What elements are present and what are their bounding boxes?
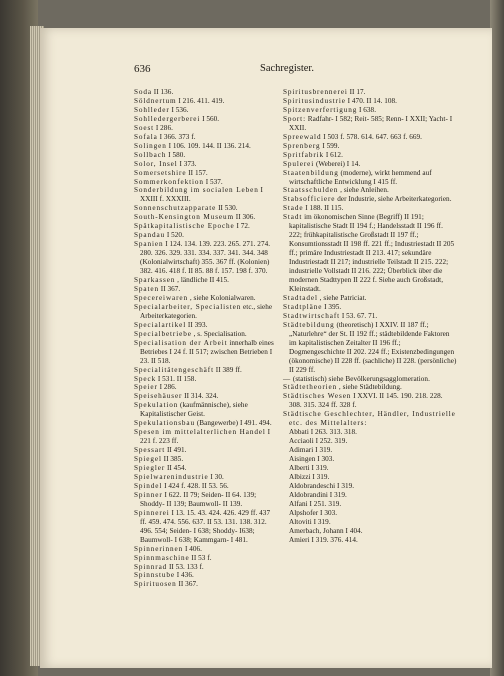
index-references: II 157. bbox=[188, 168, 208, 177]
index-term: Städtisches Wesen bbox=[283, 392, 352, 401]
index-references: I 72. bbox=[236, 222, 250, 231]
index-term: Spulerei bbox=[283, 159, 315, 168]
index-references: I 373. bbox=[179, 159, 197, 168]
index-term: Spekulationsbau bbox=[134, 419, 196, 428]
index-entry bbox=[134, 383, 274, 392]
index-references: II 17. bbox=[349, 88, 366, 96]
index-term: Staatsschulden bbox=[283, 186, 339, 195]
index-term: Stadtwirtschaft bbox=[283, 311, 341, 320]
index-term: Sprenberg bbox=[283, 141, 321, 150]
index-entry bbox=[134, 392, 274, 401]
index-term: Specereiwaren bbox=[134, 293, 189, 302]
index-entry bbox=[134, 491, 274, 509]
index-references: I 188. II 115. bbox=[305, 204, 344, 213]
index-entry bbox=[283, 482, 457, 491]
index-term: Spiritusbrennerei bbox=[283, 88, 348, 96]
index-entry bbox=[283, 88, 457, 97]
index-references: I 599. bbox=[322, 141, 340, 150]
index-references: , siehe Patriciat. bbox=[319, 293, 367, 302]
index-references: Albizzi I 319. bbox=[289, 472, 330, 481]
index-references: Aldobrandeschi I 319. bbox=[289, 481, 355, 490]
running-title: Sachregister. bbox=[260, 63, 314, 74]
index-entry bbox=[134, 482, 274, 491]
index-references: I 436. bbox=[176, 571, 194, 580]
index-entry bbox=[134, 580, 274, 589]
index-entry bbox=[134, 473, 274, 482]
index-references: Acciaoli I 252. 319. bbox=[289, 437, 348, 446]
index-references: Radfahr- I 582; Reit- 585; Renn- I XXII; Yacht- I XXII. bbox=[289, 114, 453, 132]
index-term: Sohlledergerberei bbox=[134, 114, 201, 123]
index-entry bbox=[283, 160, 457, 169]
index-references: Amerbach, Johann I 404. bbox=[289, 526, 363, 535]
index-references: I 612. bbox=[325, 150, 343, 159]
index-references: I 638. bbox=[358, 105, 377, 114]
index-references: I 216. 411. 419. bbox=[178, 96, 225, 105]
index-references: , ländliche II 415. bbox=[177, 276, 229, 285]
index-references: I 622. II 79; Seiden- II 64. 139; Shoddy- II 139; Baumwoll- II 139. bbox=[140, 490, 257, 508]
index-references: II 530. bbox=[218, 204, 238, 213]
index-entry bbox=[283, 375, 457, 384]
index-references: Alberti I 319. bbox=[289, 464, 329, 473]
index-entry bbox=[283, 204, 457, 213]
index-term: Sommerkonfektion bbox=[134, 177, 204, 186]
index-references: , siehe Städtebildung. bbox=[338, 383, 402, 392]
index-entry bbox=[134, 509, 274, 545]
index-entry bbox=[134, 401, 274, 419]
index-term: Spiritusindustrie bbox=[283, 96, 346, 105]
index-references: II 367. bbox=[160, 284, 181, 293]
index-references: (theoretisch) I XXIV. II 187 ff.; „Naturlehre“ der St. II 192 ff.; städtebildende Faktoren im kapitalistischen Zeitalter II 196 ff.; Dogmengeschichte II 202. 224 ff.; Existenzbedingungen (ökonomische) II 228 ff. (sachliche) II 228. (persönliche) II 229 ff. bbox=[289, 320, 457, 374]
index-references: I 13. 15. 43. 424. 426. 429 ff. 437 ff. 459. 474. 556. 637. II 53. 131. 138. 312. 496. 554; Seiden- I 638; Shoddy- I638; Baumwoll- I 638; Kammgarn- I 481. bbox=[140, 508, 271, 544]
index-entry bbox=[283, 169, 457, 187]
index-entry bbox=[134, 222, 274, 231]
index-term: Städtische Geschlechter, Händler, Industrielle etc. des Mittelalters: bbox=[283, 410, 456, 428]
index-entry bbox=[283, 500, 457, 509]
index-term: Sollbach bbox=[134, 150, 167, 159]
index-entry bbox=[283, 383, 457, 392]
index-references: Alpshofer I 303. bbox=[289, 508, 338, 517]
index-term: Soest bbox=[134, 123, 155, 132]
index-references: I 531. II 158. bbox=[157, 374, 197, 383]
index-entry bbox=[283, 518, 457, 527]
index-entry bbox=[134, 285, 274, 294]
index-entry bbox=[134, 446, 274, 455]
index-column-right bbox=[283, 88, 457, 545]
index-term: Sparkassen bbox=[134, 276, 176, 285]
index-entry bbox=[134, 303, 274, 321]
index-term: Somersetshire bbox=[134, 168, 187, 177]
index-references: (statistisch) siehe Bevölkerungsagglomeration. bbox=[292, 374, 430, 383]
index-references: I 286. bbox=[159, 383, 177, 392]
index-term: Specialitätengeschäft bbox=[134, 365, 214, 374]
index-entry bbox=[283, 186, 457, 195]
index-references: Alfani I 251. 319. bbox=[289, 499, 342, 508]
index-term: Spanien bbox=[134, 240, 164, 249]
index-references: I 560. bbox=[202, 114, 220, 123]
index-references: etc., siehe Arbeiterkategorien. bbox=[140, 302, 273, 320]
index-references: (moderne), wirkt hemmend auf wirtschaftliche Entwicklung I 415 ff. bbox=[289, 168, 432, 186]
index-term: Sofala bbox=[134, 132, 158, 141]
index-term: Speier bbox=[134, 383, 158, 392]
index-entry bbox=[283, 428, 457, 437]
index-references: im ökonomischen Sinne (Begriff) II 191; kapitalistische Stadt II 194 f.; Handelsstadt II 196 ff. 222; frühkapitalistische Großstadt II 197 ff.; Konsumtionsstadt II 198 ff. 221 ff.; Industriestadt II 205 ff.; primäre Industriestadt II 213. 417; sekundäre Industriestadt II 217; industrielle Teilstadt II 215. 222; industrielle Vollstadt II 216. 222; Überblick über die modernen Stadttypen II 222 f. Siehe auch Großstadt, Kleinstadt. bbox=[289, 213, 455, 293]
index-term: — bbox=[283, 374, 292, 383]
index-entry bbox=[134, 178, 274, 187]
index-entry bbox=[283, 321, 457, 375]
index-references: der Industrie, siehe Arbeiterkategorien. bbox=[337, 195, 452, 204]
index-entry bbox=[134, 428, 274, 446]
index-entry bbox=[283, 446, 457, 455]
index-entry bbox=[134, 88, 274, 97]
index-references: I 53. 67. 71. bbox=[341, 311, 378, 320]
page-header bbox=[134, 63, 452, 77]
index-term: Spinnmaschine bbox=[134, 553, 190, 562]
index-references: Amieri I 319. 376. 414. bbox=[289, 535, 358, 544]
index-term: Spesen im mittelalterlichen Handel bbox=[134, 428, 266, 437]
index-references: , s. Specialisation. bbox=[193, 329, 247, 338]
index-entry bbox=[134, 169, 274, 178]
index-term: South-Kensington Museum bbox=[134, 213, 234, 222]
index-term: Städtebildung bbox=[283, 320, 335, 329]
index-entry bbox=[134, 339, 274, 366]
index-references: II 385. bbox=[163, 455, 184, 464]
index-term: Specialartikel bbox=[134, 320, 187, 329]
index-entry bbox=[283, 133, 457, 142]
index-entry bbox=[134, 330, 274, 339]
index-entry bbox=[283, 464, 457, 473]
index-entry bbox=[134, 419, 274, 428]
index-term: Solingen bbox=[134, 141, 167, 150]
index-references: (Weberei) I 14. bbox=[315, 159, 361, 168]
index-entry bbox=[134, 545, 274, 554]
index-entry bbox=[134, 455, 274, 464]
index-term: Spinnerinnen bbox=[134, 544, 184, 553]
index-term: Spielwarenindustrie bbox=[134, 472, 209, 481]
index-term: Söldnertum bbox=[134, 96, 177, 105]
index-references: I XXVI. II 145. 190. 218. 228. 308. 315. 324 ff. 328 f. bbox=[289, 392, 443, 410]
index-entry bbox=[134, 554, 274, 563]
index-term: Spiegler bbox=[134, 464, 166, 473]
index-references: (kaufmännische), siehe Kapitalistischer Geist. bbox=[140, 401, 248, 419]
index-term: Sport: bbox=[283, 114, 306, 123]
index-term: Stadt bbox=[283, 213, 303, 222]
index-term: Sohlleder bbox=[134, 105, 170, 114]
index-entry bbox=[134, 204, 274, 213]
index-entry bbox=[283, 195, 457, 204]
index-entry bbox=[134, 294, 274, 303]
index-entry bbox=[134, 375, 274, 384]
index-entry bbox=[134, 97, 274, 106]
index-references: II 136. bbox=[153, 88, 174, 96]
index-term: Städtetheorien bbox=[283, 383, 338, 392]
index-references: , siehe Anleihen. bbox=[340, 186, 389, 195]
index-references: Aisingen I 303. bbox=[289, 455, 335, 464]
index-term: Spaten bbox=[134, 284, 159, 293]
index-references: II 491. bbox=[166, 446, 187, 455]
index-entry bbox=[134, 464, 274, 473]
index-references: I 424 f. 428. II 53. 56. bbox=[164, 481, 229, 490]
index-entry bbox=[283, 312, 457, 321]
index-references: I 366. 373 f. bbox=[159, 132, 196, 141]
index-entry bbox=[283, 142, 457, 151]
index-references: I 124. 134. 139. 223. 265. 271. 274. 280. 326. 329. 331. 334. 337. 341. 344. 348 (Kolonialwirtschaft) 355. 367 ff. (Kolonien) 382. 416. 418 f. II 85. 88 f. 157. 198 f. 370. bbox=[140, 240, 271, 276]
index-term: Specialisation der Arbeit bbox=[134, 338, 228, 347]
index-references: innerhalb eines Betriebes I 24 f. II 517; zwischen Betrieben I 23. II 518. bbox=[140, 338, 274, 365]
index-entry bbox=[283, 410, 457, 428]
index-entry bbox=[134, 124, 274, 133]
index-references: II 389 ff. bbox=[215, 365, 242, 374]
index-term: Spinnrad bbox=[134, 562, 168, 571]
index-entry bbox=[283, 437, 457, 446]
index-references: , siehe Kolonialwaren. bbox=[189, 293, 256, 302]
index-term: Spandau bbox=[134, 231, 166, 240]
index-references: II 53 f. bbox=[191, 553, 212, 562]
facing-page-edge bbox=[490, 0, 504, 676]
index-entry bbox=[134, 151, 274, 160]
index-entry bbox=[283, 473, 457, 482]
index-references: I 286. bbox=[155, 123, 173, 132]
index-term: Sonderbildung im socialen Leben bbox=[134, 186, 259, 195]
page-number: 636 bbox=[134, 63, 151, 75]
index-references: I 470. II 14. 108. bbox=[347, 96, 398, 105]
index-entry bbox=[283, 213, 457, 294]
index-term: Spindel bbox=[134, 481, 163, 490]
index-term: Spiegel bbox=[134, 455, 162, 464]
index-entry bbox=[134, 106, 274, 115]
index-references: I 503 f. 578. 614. 647. 663 f. 669. bbox=[323, 132, 423, 141]
index-entry bbox=[283, 491, 457, 500]
index-references: I 30. bbox=[210, 472, 224, 481]
index-entry bbox=[283, 151, 457, 160]
index-references: I 536. bbox=[171, 105, 189, 114]
index-entry bbox=[134, 571, 274, 580]
index-entry bbox=[134, 366, 274, 375]
index-entry bbox=[283, 303, 457, 312]
index-references: I 537. bbox=[205, 177, 223, 186]
index-term: Speck bbox=[134, 374, 157, 383]
index-term: Spinnstube bbox=[134, 571, 175, 580]
index-term: Spirituosen bbox=[134, 580, 177, 589]
index-references: II 454. bbox=[166, 464, 187, 473]
index-term: Spitzenverfertigung bbox=[283, 105, 358, 114]
index-entry bbox=[283, 115, 457, 133]
index-entry bbox=[134, 186, 274, 204]
index-entry bbox=[283, 509, 457, 518]
index-references: I 106. 109. 144. II 136. 214. bbox=[168, 141, 251, 150]
index-term: Spreewald bbox=[283, 132, 322, 141]
index-entry bbox=[134, 133, 274, 142]
index-entry bbox=[283, 455, 457, 464]
index-entry bbox=[134, 231, 274, 240]
index-entry bbox=[283, 106, 457, 115]
index-term: Stade bbox=[283, 204, 304, 213]
index-term: Soda bbox=[134, 88, 152, 96]
index-entry bbox=[134, 240, 274, 276]
index-references: (Bangewerbe) I 491. 494. bbox=[196, 419, 272, 428]
index-references: I 520. bbox=[166, 231, 184, 240]
index-term: Speisehäuser bbox=[134, 392, 183, 401]
index-term: Spritfabrik bbox=[283, 150, 325, 159]
index-term: Spinnerei bbox=[134, 508, 170, 517]
index-references: I 221 f. 223 ff. bbox=[140, 428, 271, 446]
index-entry bbox=[134, 276, 274, 285]
index-references: Altoviti I 319. bbox=[289, 517, 331, 526]
index-term: Spessart bbox=[134, 446, 166, 455]
index-references: II 306. bbox=[235, 213, 256, 222]
index-entry bbox=[283, 97, 457, 106]
index-references: I 406. bbox=[184, 544, 203, 553]
index-entry bbox=[283, 392, 457, 410]
index-term: Stadtadel bbox=[283, 293, 318, 302]
index-references: I XXIII f. XXXIII. bbox=[140, 186, 263, 204]
index-references: Adimari I 319. bbox=[289, 446, 333, 455]
index-entry bbox=[134, 160, 274, 169]
index-entry bbox=[134, 115, 274, 124]
index-references: II 367. bbox=[178, 580, 198, 589]
index-entry bbox=[283, 294, 457, 303]
index-references: I 580. bbox=[168, 150, 186, 159]
index-term: Specialarbeiter, Specialisten bbox=[134, 302, 242, 311]
index-references: I 395. bbox=[324, 302, 342, 311]
index-references: II 393. bbox=[187, 320, 208, 329]
index-column-left bbox=[134, 88, 274, 589]
index-term: Spinner bbox=[134, 490, 163, 499]
index-term: Specialbetriebe bbox=[134, 329, 192, 338]
index-references: II 314. 324. bbox=[184, 392, 219, 401]
index-entry bbox=[134, 321, 274, 330]
index-entry bbox=[134, 142, 274, 151]
index-term: Spekulation bbox=[134, 401, 179, 410]
index-term: Stabsofficiere bbox=[283, 195, 336, 204]
index-references: II 53. 133 f. bbox=[168, 562, 204, 571]
index-term: Solor, Insel bbox=[134, 159, 178, 168]
index-term: Spätkapitalistische Epoche bbox=[134, 222, 235, 231]
index-entry bbox=[283, 536, 457, 545]
index-references: Aldobrandini I 319. bbox=[289, 490, 347, 499]
index-term: Stadtpläne bbox=[283, 302, 323, 311]
index-term: Staatenbildung bbox=[283, 168, 339, 177]
index-references: Abbati I 263. 313. 318. bbox=[289, 428, 358, 437]
index-entry bbox=[134, 213, 274, 222]
index-entry bbox=[134, 563, 274, 572]
index-term: Sonnenschutzapparate bbox=[134, 204, 217, 213]
index-entry bbox=[283, 527, 457, 536]
